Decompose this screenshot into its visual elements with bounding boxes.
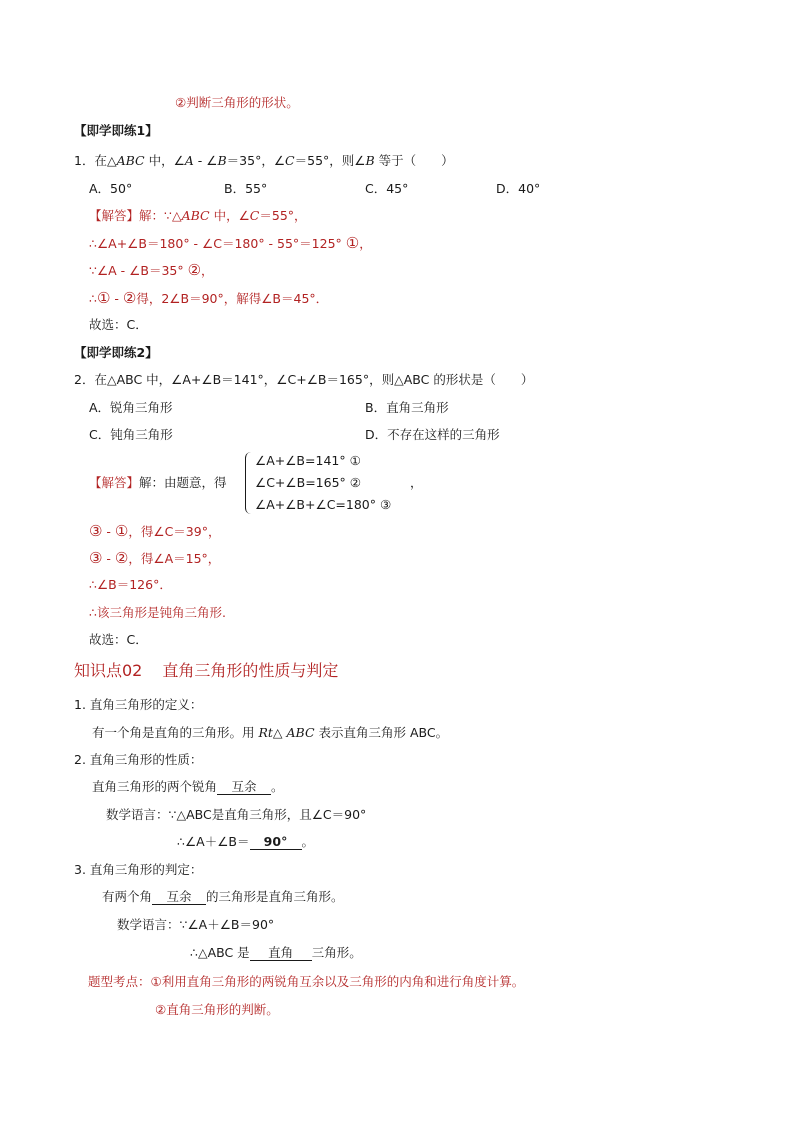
practice2-option-d: D．不存在这样的三角形 — [365, 427, 500, 442]
practice2-step2: ③ - ②，得∠A＝15°， — [89, 549, 221, 567]
section-number: 知识点02 — [74, 661, 143, 680]
practice1-option-b: B．55° — [224, 181, 268, 196]
property-title: 2. 直角三角形的性质： — [74, 752, 203, 767]
practice2-solution-intro: 【解答】解：由题意，得 — [89, 475, 227, 490]
practice1-solution-line1: 【解答】解：∵△ABC 中，∠C＝55°， — [89, 208, 307, 223]
practice2-step3: ∴∠B＝126°． — [89, 577, 172, 592]
practice1-option-c: C．45° — [365, 181, 409, 196]
equation-2: ∠C+∠B=165° ② — [255, 475, 361, 490]
practice1-answer: 故选：C． — [89, 317, 148, 332]
practice1-question: 1．在△ABC 中，∠A - ∠B＝35°，∠C＝55°，则∠B 等于（ ） — [74, 153, 454, 168]
practice2-option-c: C．钝角三角形 — [89, 427, 173, 442]
practice1-solution-line4: ∴① - ②得，2∠B＝90°，解得∠B＝45°． — [89, 289, 329, 307]
practice1-option-a: A．50° — [89, 181, 133, 196]
property-math-language: 数学语言：∵△ABC是直角三角形，且∠C＝90° — [106, 807, 367, 822]
equation-1: ∠A+∠B=141° ① — [255, 453, 361, 468]
judgement-conclusion: ∴△ABC 是 直角 三角形。 — [190, 945, 362, 960]
property-conclusion: ∴∠A＋∠B＝ 90° 。 — [177, 834, 315, 849]
practice2-option-a: A．锐角三角形 — [89, 400, 173, 415]
practice1-option-d: D．40° — [496, 181, 541, 196]
equation-3: ∠A+∠B+∠C=180° ③ — [255, 497, 392, 512]
definition-title: 1. 直角三角形的定义： — [74, 697, 203, 712]
equation-comma: ， — [410, 475, 423, 490]
practice2-option-b: B．直角三角形 — [365, 400, 449, 415]
judgement-title: 3. 直角三角形的判定： — [74, 862, 203, 877]
judgement-text: 有两个角 互余 的三角形是直角三角形。 — [102, 889, 344, 904]
section-heading — [74, 661, 338, 681]
exam-point-1: 题型考点：①利用直角三角形的两锐角互余以及三角形的内角和进行角度计算。 — [88, 974, 525, 989]
judgement-math-language: 数学语言：∵∠A＋∠B＝90° — [117, 917, 275, 932]
practice2-question: 2．在△ABC 中，∠A+∠B＝141°，∠C+∠B＝165°，则△ABC 的形状是（ ） — [74, 372, 534, 387]
practice1-solution-line2: ∴∠A+∠B＝180° - ∠C＝180° - 55°＝125° ①， — [89, 234, 372, 252]
practice1-solution-line3: ∵∠A - ∠B＝35° ②， — [89, 261, 214, 279]
practice2-step1: ③ - ①，得∠C＝39°， — [89, 522, 221, 540]
intro-item-2: ②判断三角形的形状。 — [175, 95, 299, 110]
definition-text: 有一个角是直角的三角形。用 Rt△ ABC 表示直角三角形 ABC。 — [92, 725, 449, 740]
property-text: 直角三角形的两个锐角 互余 。 — [92, 779, 284, 794]
exam-point-2: ②直角三角形的判断。 — [155, 1002, 279, 1017]
practice2-title: 【即学即练2】 — [74, 345, 158, 360]
practice2-answer: 故选：C． — [89, 632, 148, 647]
section-title: 直角三角形的性质与判定 — [162, 661, 339, 680]
practice2-step4: ∴该三角形是钝角三角形. — [89, 605, 226, 620]
practice1-title: 【即学即练1】 — [74, 123, 158, 138]
